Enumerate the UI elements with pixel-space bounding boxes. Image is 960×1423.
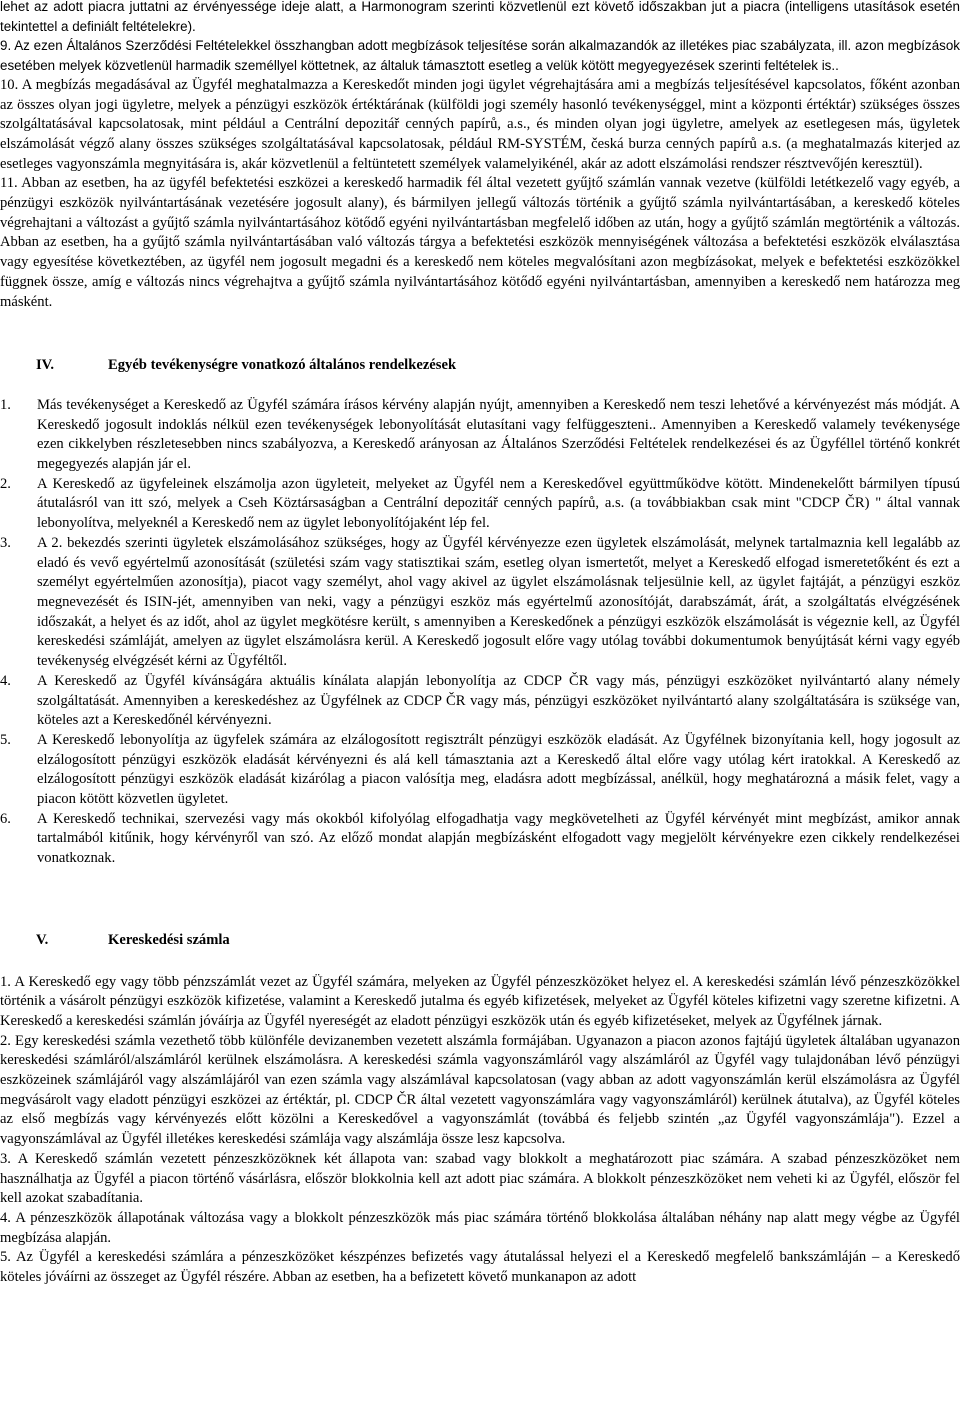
section-5-paragraph: 3. A Kereskedő számlán vezetett pénzeszközöknek két állapota van: szabad vagy blokkolt a meghatározott piac számára. A szabad pénzeszközöket nem használhatja az Ügyfél a piacon történő vásárlásra, először blokkolnia kell azt adott piac számára. A blokkolt pénzeszközöket nem veheti ki az Ügyfél, először fel kell azokat szabadítania. [0, 1150, 960, 1207]
paragraph-10: 10. A megbízás megadásával az Ügyfél meghatalmazza a Kereskedőt minden jogi ügylet végrehajtására ami a megbízás teljesítésével kapcsolatos, főként azonban az összes olyan jogi ügyletre, melyek a pénzügyi eszközök értéktárának (külföldi jogi személy hasonló tevékenységgel, mint a központi értéktár) szükséges összes szolgáltatásával kapcsolatosak, mint például a Centrální depozitář cenných papírů, a.s., és minden olyan jogi ügyletre, amelyek az esetlegesen más, ügyletek elszámolását végző alany összes szükséges szolgáltatásával kapcsolatosak, például RM-SYSTÉM, česká burza cenných papírů a.s. (a meghatalmazás kiterjed az esetleges vagyonszámla megnyitására is, akár közvetlenül a feltüntetett személyek valamelyikénél, akár az adott elszámolási rendszer résztvevőjén keresztül). [0, 76, 960, 172]
paragraph-9: 9. Az ezen Általános Szerződési Feltételekkel összhangban adott megbízások teljesítése során alkalmazandók az illetékes piac szabályzata, ill. azon megbízások esetében melyek közvetlenül harmadik személlyel köttetnek, az általuk támasztott esetleg a velük kötött megyegyezések szerinti feltételek is.. [0, 38, 960, 74]
list-item-number: 5. [0, 731, 11, 748]
list-item-text: A Kereskedő az ügyfeleinek elszámolja azon ügyleteit, melyeket az Ügyfél nem a Kereskedővel együttműködve kötött. Mindenekelőtt bármilyen típusú átutalásról van itt szó, melyek a Cseh Köztársaságban a Centrální depozitář cenných papírů, a.s. (a továbbiakban csak mint "CDCP ČR) " által vannak lebonyolítva, melyeknél a Kereskedő nem az ügylet lebonyolítójaként lép fel. [37, 475, 960, 532]
section-5-paragraph: 1. A Kereskedő egy vagy több pénzszámlát vezet az Ügyfél számára, melyeken az Ügyfél pénzeszközöket helyez el. A kereskedési számlán lévő pénzeszközökkel történik a vásárolt pénzügyi eszközök kifizetése, valamint a Kereskedő jutalma és egyéb kifizetések, melyeket az Ügyfél köteles kifizetni vagy szeretne kifizetni. A Kereskedő a kereskedési számlán jóváírja az Ügyfél nyereségét az eladott pénzügyi eszközök után és egyéb kifizetéseket, melyek az Ügyfélnek járnak. [0, 973, 960, 1029]
list-item-number: 6. [0, 810, 11, 827]
section-5-paragraph: 5. Az Ügyfél a kereskedési számlára a pénzeszközöket készpénzes befizetés vagy átutalással helyezi el a Kereskedő megfelelő bankszámláján – a Kereskedő köteles jóváírni az összeget az Ügyfél részére. Abban az esetben, ha a befizetett követő munkanapon az adott [0, 1249, 960, 1286]
section-5-heading [0, 931, 960, 951]
section-5-title: Kereskedési számla [108, 931, 230, 948]
list-item-number: 1. [0, 396, 11, 413]
section-5-number: V. [36, 931, 49, 948]
list-item-number: 4. [0, 672, 11, 689]
section-4-number: IV. [36, 357, 54, 374]
list-item-text: A 2. bekezdés szerinti ügyletek elszámolásához szükséges, hogy az Ügyfél kérvényezze ezen ügyletek elszámolását, melynek tartalmaznia kell legalább az eladó és vevő egyértelmű azonosítását (születési szám vagy statisztikai szám, esetleg olyan ismertetőt, melyet a Kereskedő elfogad ismeretetőként és ezt a személyt egyértelműen azonosítja), piacot vagy személyt, ahol vagy akivel az ügylet elszámolásnak teljesülnie kell, az ügylet fajtáját, a pénzügyi eszköz megnevezését és ISIN-jét, amennyiben van neki, vagy a pénzügyi eszköz más egyértelmű azonosítóját, darabszámát, árát, a szolgáltatás elvégzésének időszakát, a helyet és az időt, ahol az ügylet megkötésre került, s amennyiben a Kereskedőnek a pénzügyi eszközök elszámolását is végeznie kell, az Ügyfél kereskedési számláját, amelyen az ügylet elszámolásra kerül. A Kereskedő jogosult előre vagy utólag további dokumentumok benyújtását kérni vagy egyéb tevékenység elvégzését kérni az Ügyféltől. [37, 534, 960, 670]
list-item [0, 672, 960, 731]
list-item [0, 534, 960, 672]
list-item-number: 2. [0, 475, 11, 492]
list-item [0, 731, 960, 810]
list-item [0, 396, 960, 475]
list-item-text: A Kereskedő lebonyolítja az ügyfelek számára az elzálogosított regisztrált pénzügyi eszközök eladását. Az Ügyfélnek bizonyítania kell, hogy jogosult az elzálogosított pénzügyi eszközök eladását kérvényezni és alá kell támasztania azt a Kereskedő által előre vagy utólag kért iratokkal. A Kereskedő az elzálogosított pénzügyi eszközök eladását kizárólag a piacon valósítja meg, eladásra adott megbízással, anélkül, hogy meghatározná a másik felet, vagy a piacon kötött közvetlen ügyletet. [37, 731, 960, 808]
list-item [0, 475, 960, 534]
section-4-list [0, 396, 960, 869]
section-4-title: Egyéb tevékenységre vonatkozó általános rendelkezések [108, 357, 457, 374]
list-item [0, 810, 960, 869]
list-item-text: A Kereskedő technikai, szervezési vagy más okokból kifolyólag elfogadhatja vagy megkövetelheti az Ügyfél kérvényét mint megbízást, amikor annak tartalmából kitűnik, hogy kérvényről van szó. Az előző mondat alapján megbízásként elfogadott vagy megjelölt kérvényekre ezen cikkely rendelkezései vonatkoznak. [37, 810, 960, 867]
list-item-number: 3. [0, 534, 11, 551]
paragraph-8-tail: lehet az adott piacra juttatni az érvényessége ideje alatt, a Harmonogram szerinti közvetlenül ezt követő időszakban jut a piacra (intelligens utasítások esetén tekintettel a definiált feltételekre). [0, 0, 960, 34]
paragraph-11: 11. Abban az esetben, ha az ügyfél befektetési eszközei a kereskedő harmadik fél által vezetett gyűjtő számlán vannak vezetve (külföldi letétkezelő vagy egyéb, a pénzügyi eszközök nyilvántartásának vezetésére jogosult alany), és bármilyen jellegű változás történik a gyűjtő számla nyilvántartásában, a kereskedő köteles végrehajtani a változást a gyűjtő számla nyilvántartásához kötődő egyéni nyilvántartásban megfelelő időben az után, hogy a gyűjtő számlán megtörténik a változás. Abban az esetben, ha a gyűjtő számla nyilvántartásában való változás tárgya a befektetési eszközök mennyiségének változása a befektetési eszközök elválasztása vagy egyesítése következtében, az ügyfél nem jogosult megadni és a kereskedő nem köteles megvalósítani azon megbízásokat, melyek e befektetési eszközökkel függnek össze, amíg e változás nincs végrehajtva a gyűjtő számla nyilvántartásához kötődő egyéni nyilvántartásban, amennyiben a kereskedő nem határozza meg másként. [0, 175, 960, 310]
section-4-heading [0, 356, 960, 376]
section-5-paragraph: 4. A pénzeszközök állapotának változása vagy a blokkolt pénzeszközök más piac számára történő blokkolása általában néhány nap alatt megy végbe az Ügyfél megbízása alapján. [0, 1209, 960, 1246]
section-5-paragraph: 2. Egy kereskedési számla vezethető több különféle devizanemben vezetett alszámla formájában. Ugyanazon a piacon azonos fajtájú ügyletek általában ugyanazon kereskedési számláról/alszámláról kerülnek elszámolásra. A kereskedési számla vagyonszámláról vagy alszámláról az Ügyfél vagy tulajdonában lévő pénzügyi eszközeinek számlájáról vagy alszámlájáról van ezen számla vagy alszámlával kapcsolatosan (vagy abban az adott vagyonszámlán kerül elszámolásra az Ügyfél megvásárolt vagy eladott pénzügyi eszközei az értéktár, pl. CDCP ČR által vezetett vagyonszámlára vagy vagyonszámláról) kerülnek átutalva), az Ügyfél köteles az első megbízás vagy kérvényezés előtt közölni a Kereskedővel a vagyonszámlát (továbbá és feljebb szintén „az Ügyfél vagyonszámlája"). Ezzel a vagyonszámlával az Ügyfél illetékes kereskedési számlája vagy alszámlája össze lesz kapcsolva. [0, 1032, 960, 1148]
list-item-text: A Kereskedő az Ügyfél kívánságára aktuális kínálata alapján lebonyolítja az CDCP ČR vagy más, pénzügyi eszközöket nyilvántartó alany némely szolgáltatását. Amennyiben a kereskedéshez az Ügyfélnek az CDCP ČR vagy más, pénzügyi eszközöket nyilvántartó alany szolgáltatására is szüksége van, köteles azt a Kereskedőnél kérvényezni. [37, 672, 960, 729]
list-item-text: Más tevékenységet a Kereskedő az Ügyfél számára írásos kérvény alapján nyújt, amennyiben a Kereskedő nem teszi lehetővé a kérvényezést más módját. A Kereskedő jogosult indoklás nélkül ezen tevékenységek lebonyolítását elutasítani vagy felfüggeszteni.. Amennyiben a Kereskedő valamely tevékenysége ezen cikkelyben részletesebben nincs szabályozva, a Kereskedő arányosan az Általános Szerződési Feltételek rendelkezései és az Ügyféllel történő konkrét megegyezés alapján jár el. [37, 396, 960, 473]
